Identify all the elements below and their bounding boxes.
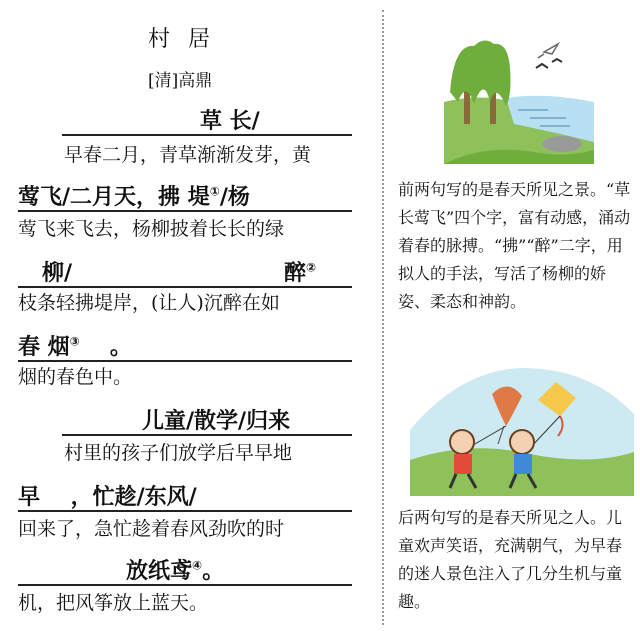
trans-line-2: 莺飞来飞去，杨柳披着长长的绿 <box>18 218 285 240</box>
trans-line-3: 枝条轻拂堤岸，(让人)沉醉在如 <box>18 292 280 314</box>
poem-title: 村居 <box>148 27 229 52</box>
children-kite-illustration-icon <box>410 360 634 496</box>
rule-2 <box>18 210 352 212</box>
orig-line-4: 春 烟③ 。 <box>18 334 132 360</box>
orig-line-3-right: 醉② <box>284 260 317 286</box>
orig-line-1: 草 长/ <box>200 109 260 134</box>
orig-line-6: 早 ，忙趁/东风/ <box>18 485 197 510</box>
column-divider <box>382 10 384 625</box>
trans-line-4: 烟的春色中。 <box>18 366 133 388</box>
rule-5 <box>62 434 352 436</box>
orig-line-2: 莺飞/二月天，拂 堤①/杨 <box>18 184 250 210</box>
note-second-half: 后两句写的是春天所见之人。儿童欢声笑语，充满朝气，为早春的迷人景色注入了几分生机与童趣。 <box>398 508 623 611</box>
note-first-half: 前两句写的是春天所见之景。“草长莺飞”四个字，富有动感，涌动着春的脉搏。“拂”“醉”二字，用拟人的手法，写活了杨柳的娇姿、柔态和神韵。 <box>398 180 631 311</box>
rule-1 <box>62 134 352 136</box>
poem-author: [清]高鼎 <box>148 71 213 91</box>
rule-6 <box>18 510 352 512</box>
orig-line-7: 放纸鸢④。 <box>126 558 225 584</box>
trans-line-5: 村里的孩子们放学后早早地 <box>64 442 293 464</box>
orig-line-5: 儿童/散学/归来 <box>142 409 291 434</box>
trans-line-7: 机，把风筝放上蓝天。 <box>18 592 209 614</box>
trans-line-1: 早春二月，青草渐渐发芽，黄 <box>64 144 312 166</box>
rule-7 <box>18 584 352 586</box>
orig-line-3-left: 柳/ <box>42 261 73 286</box>
willow-lake-illustration-icon <box>444 32 594 164</box>
trans-line-6: 回来了，急忙趁着春风劲吹的时 <box>18 518 285 540</box>
